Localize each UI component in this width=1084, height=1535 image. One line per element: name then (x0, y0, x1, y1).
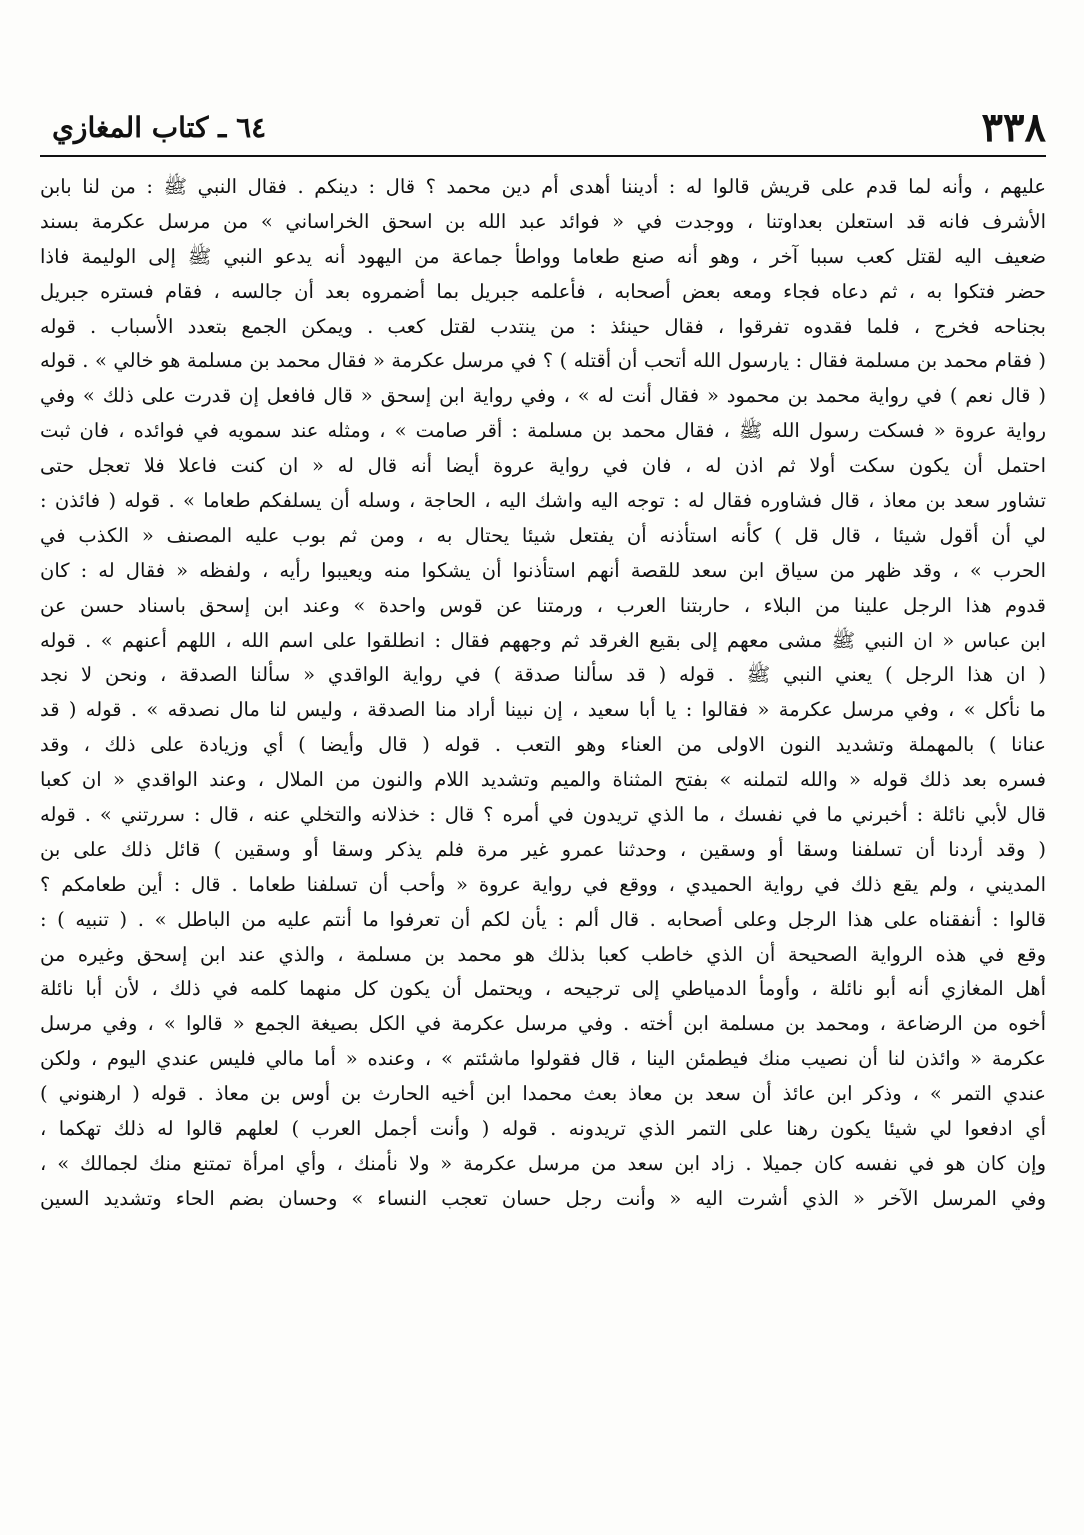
text-line: احتمل أن يكون سكت أولا ثم اذن له ، فان في رواية عروة أيضا أنه قال له « ان كنت فاعلا فلا تعجل حتى (40, 454, 1046, 478)
text-line: قال لأبي نائلة : أخبرني ما في نفسك ، ما الذي تريدون في أمره ؟ قال : خذلانه والتخلي عنه ، قال : سررتني » . قوله (40, 803, 1046, 827)
page-body-text (40, 170, 1046, 1515)
text-line: بجناحه فخرج ، فلما فقدوه تفرقوا ، فقال حينئذ : من ينتدب لقتل كعب . ويمكن الجمع بتعدد الأسباب . قوله (40, 314, 1046, 338)
text-line: عليهم ، وأنه لما قدم على قريش قالوا له : أديننا أهدى أم دين محمد ؟ قال : دينكم . فقال النبي ﷺ : من لنا بابن (40, 175, 1046, 198)
header-rule (40, 155, 1046, 157)
text-line: قالوا : أنفقناه على هذا الرجل وعلى أصحابه . قال ألم : يأن لكم أن تعرفوا ما أنتم عليه من الباطل » . ( تنبيه ) : (40, 907, 1046, 931)
page-number: ٣٣٨ (981, 104, 1046, 151)
text-line: ضعيف اليه لقتل كعب سببا آخر ، وهو أنه صنع طعاما وواطأ جماعة من اليهود أنه يدعو النبي ﷺ إلى الوليمة فاذا (40, 244, 1046, 268)
text-line: وقع في هذه الرواية الصحيحة أن الذي خاطب كعبا بذلك هو محمد بن مسلمة ، والذي عند ابن إسحق وغيره من (40, 942, 1046, 966)
text-line: وفي المرسل الآخر « الذي أشرت اليه « وأنت رجل حسان تعجب النساء » وحسان بضم الحاء وتشديد السين (40, 1186, 1046, 1210)
text-line: أهل المغازي أنه أبو نائلة ، وأومأ الدمياطي إلى ترجيحه ، ويحتمل أن يكون كل منهما كلمه في ذلك ، لأن أبا نائلة (40, 977, 1046, 1001)
text-line: أخوه من الرضاعة ، ومحمد بن مسلمة ابن أخته . وفي مرسل عكرمة في الكل بصيغة الجمع « قالوا » ، وفي مرسل (40, 1012, 1046, 1036)
text-line: قدوم هذا الرجل علينا من البلاء ، حاربتنا العرب ، ورمتنا عن قوس واحدة » وعند ابن إسحق باسناد حسن عن (40, 593, 1046, 617)
text-line: ( قال نعم ) في رواية محمد بن محمود « فقال أنت له » ، وفي رواية ابن إسحق « قال فافعل إن قدرت على ذلك » وفي (40, 384, 1046, 408)
text-line: فسره بعد ذلك قوله « والله لتملنه » بفتح المثناة والميم وتشديد اللام والنون من الملال ، وعند الواقدي « ان كعبا (40, 768, 1046, 792)
text-line: ما نأكل » ، وفي مرسل عكرمة « فقالوا : يا أبا سعيد ، إن نبينا أراد منا الصدقة ، وليس لنا مال نصدقه » . قوله ( قد (40, 698, 1046, 722)
text-line: حضر فتكوا به ، ثم دعاه فجاء ومعه بعض أصحابه ، فأعلمه جبريل بما أضمروه بعد أن جالسه ، فقام فستره جبريل (40, 279, 1046, 303)
text-line: ( وقد أردنا أن تسلفنا وسقا أو وسقين ، وحدثنا عمرو غير مرة فلم يذكر وسقا أو وسقين ) قائل ذلك على بن (40, 837, 1046, 861)
running-title: ٦٤ ـ كتاب المغازي (52, 111, 267, 144)
text-line: أي ادفعوا لي شيئا يكون رهنا على التمر الذي تريدونه . قوله ( وأنت أجمل العرب ) لعلهم قالوا له ذلك تهكما ، (40, 1117, 1046, 1141)
page-header (40, 100, 1046, 156)
text-line: ابن عباس « ان النبي ﷺ مشى معهم إلى بقيع الغرقد ثم وجههم فقال : انطلقوا على اسم الله ، اللهم أعنهم » . قوله (40, 628, 1046, 652)
text-line: تشاور سعد بن معاذ ، قال فشاوره فقال له : توجه اليه واشك اليه ، الحاجة ، وسله أن يسلفكم طعاما » . قوله ( فائذن : (40, 489, 1046, 513)
text-line: رواية عروة « فسكت رسول الله ﷺ ، فقال محمد بن مسلمة : أقر صامت » ، ومثله عند سمويه في فوائده ، فان ثبت (40, 419, 1046, 443)
text-line: عندي التمر » ، وذكر ابن عائذ أن سعد بن معاذ بعث محمدا ابن أخيه الحارث بن أوس بن معاذ . قوله ( ارهنوني ) (40, 1082, 1046, 1106)
text-line: عكرمة « وائذن لنا أن نصيب منك فيطمئن الينا ، قال فقولوا ماشئتم » ، وعنده « أما مالي فليس عندي اليوم ، ولكن (40, 1047, 1046, 1071)
text-line: عنانا ) بالمهملة وتشديد النون الاولى من العناء وهو التعب . قوله ( قال وأيضا ) أي وزيادة على ذلك ، وقد (40, 733, 1046, 757)
text-line: الحرب » ، وقد ظهر من سياق ابن سعد للقصة أنهم استأذنوا أن يشكوا منه ويعيبوا رأيه ، ولفظه « فقال له : كان (40, 558, 1046, 582)
text-line: ( ان هذا الرجل ) يعني النبي ﷺ . قوله ( قد سألنا صدقة ) في رواية الواقدي « سألنا الصدقة ، ونحن لا نجد (40, 663, 1046, 687)
text-line: وإن كان هو في نفسه كان جميلا . زاد ابن سعد من مرسل عكرمة « ولا نأمنك ، وأي امرأة تمتنع منك لجمالك » ، (40, 1151, 1046, 1175)
text-line: لي أن أقول شيئا ، قال قل ) كأنه استأذنه أن يفتعل شيئا يحتال به ، ومن ثم بوب عليه المصنف « الكذب في (40, 523, 1046, 547)
text-line: الأشرف فانه قد استعلن بعداوتنا ، ووجدت في « فوائد عبد الله بن اسحق الخراساني » من مرسل عكرمة بسند (40, 209, 1046, 233)
text-line: ( فقام محمد بن مسلمة فقال : يارسول الله أتحب أن أقتله ) ؟ في مرسل عكرمة « فقال محمد بن مسلمة هو خالي » . قوله (40, 349, 1046, 373)
text-line: المديني ، ولم يقع ذلك في رواية الحميدي ، ووقع في رواية عروة « وأحب أن تسلفنا طعاما . قال : أين طعامكم ؟ (40, 872, 1046, 896)
